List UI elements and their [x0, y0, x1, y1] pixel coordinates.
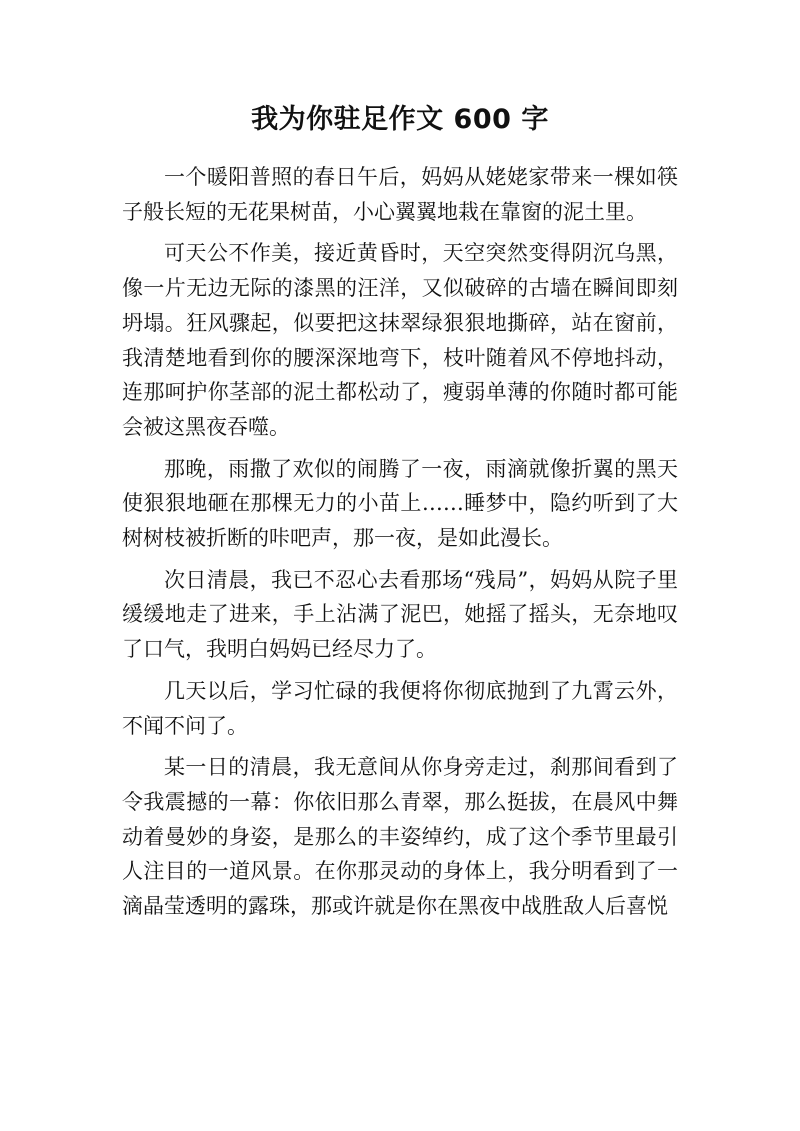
paragraph: 某一日的清晨，我无意间从你身旁走过，刹那间看到了令我震撼的一幕：你依旧那么青翠，那么挺拔，在晨风中舞动着曼妙的身姿，是那么的丰姿绰约，成了这个季节里最引人注目的一道风景。在你那灵动的身体上，我分明看到了一滴晶莹透明的露珠，那或许就是你在黑夜中战胜敌人后喜悦	[122, 755, 678, 919]
document-title: 我为你驻足作文 600 字	[251, 104, 549, 135]
paragraph: 几天以后，学习忙碌的我便将你彻底抛到了九霄云外，不闻不问了。	[122, 678, 678, 738]
paragraph: 一个暖阳普照的春日午后，妈妈从姥姥家带来一棵如筷子般长短的无花果树苗，小心翼翼地栽在靠窗的泥土里。	[122, 165, 678, 224]
article-body	[122, 160, 678, 931]
paragraph: 那晚，雨撒了欢似的闹腾了一夜，雨滴就像折翼的黑天使狠狠地砸在那棵无力的小苗上……睡梦中，隐约听到了大树树枝被折断的咔吧声，那一夜，是如此漫长。	[122, 456, 678, 551]
paragraph: 次日清晨，我已不忍心去看那场“残局”，妈妈从院子里缓缓地走了进来，手上沾满了泥巴，她摇了摇头，无奈地叹了口气，我明白妈妈已经尽力了。	[122, 567, 678, 662]
paragraph: 可天公不作美，接近黄昏时，天空突然变得阴沉乌黑，像一片无边无际的漆黑的汪洋，又似破碎的古墙在瞬间即刻坍塌。狂风骤起，似要把这抹翠绿狠狠地撕碎，站在窗前，我清楚地看到你的腰深深地弯下，枝叶随着风不停地抖动，连那呵护你茎部的泥土都松动了，瘦弱单薄的你随时都可能会被这黑夜吞噬。	[122, 241, 678, 439]
